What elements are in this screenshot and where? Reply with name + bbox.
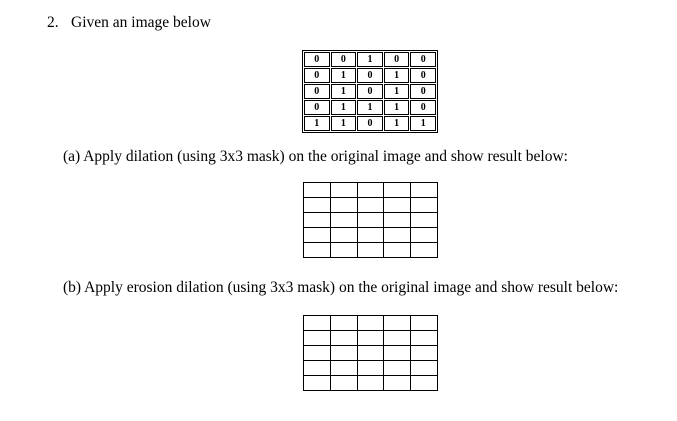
image-grid-cell: 0 xyxy=(304,84,330,99)
result-cell[interactable] xyxy=(384,243,411,258)
result-cell[interactable] xyxy=(384,316,411,331)
image-grid-cell: 0 xyxy=(410,68,436,83)
result-cell[interactable] xyxy=(330,213,357,228)
result-row xyxy=(304,198,438,213)
image-grid-cell: 0 xyxy=(384,52,410,67)
part-b-instruction: (b) Apply erosion dilation (using 3x3 mask) on the original image and show result below: xyxy=(63,279,619,296)
image-grid-cell: 0 xyxy=(304,52,330,67)
result-cell[interactable] xyxy=(384,331,411,346)
result-cell[interactable] xyxy=(330,183,357,198)
image-grid-row xyxy=(304,84,436,99)
result-cell[interactable] xyxy=(330,346,357,361)
result-cell[interactable] xyxy=(384,346,411,361)
result-cell[interactable] xyxy=(357,213,384,228)
result-cell[interactable] xyxy=(384,228,411,243)
image-grid-cell: 1 xyxy=(410,116,436,131)
image-grid-cell: 0 xyxy=(410,84,436,99)
result-cell[interactable] xyxy=(304,243,331,258)
result-cell[interactable] xyxy=(304,376,331,391)
result-cell[interactable] xyxy=(330,316,357,331)
result-cell[interactable] xyxy=(304,183,331,198)
result-row xyxy=(304,213,438,228)
image-grid-cell: 1 xyxy=(304,116,330,131)
result-cell[interactable] xyxy=(330,361,357,376)
result-cell[interactable] xyxy=(411,183,438,198)
result-cell[interactable] xyxy=(411,213,438,228)
question-line xyxy=(47,14,211,32)
image-grid-cell: 1 xyxy=(384,68,410,83)
result-row xyxy=(304,376,438,391)
image-grid-cell: 0 xyxy=(357,84,383,99)
image-grid-row xyxy=(304,52,436,67)
result-cell[interactable] xyxy=(411,376,438,391)
image-grid-cell: 1 xyxy=(384,84,410,99)
image-grid-row xyxy=(304,68,436,83)
result-cell[interactable] xyxy=(384,376,411,391)
result-cell[interactable] xyxy=(304,198,331,213)
result-row xyxy=(304,346,438,361)
image-grid-cell: 0 xyxy=(410,100,436,115)
result-cell[interactable] xyxy=(357,183,384,198)
dilation-result-grid[interactable] xyxy=(303,182,438,258)
result-cell[interactable] xyxy=(304,346,331,361)
image-grid-cell: 0 xyxy=(304,68,330,83)
image-grid-cell: 1 xyxy=(384,116,410,131)
image-grid-cell: 0 xyxy=(357,68,383,83)
result-cell[interactable] xyxy=(384,213,411,228)
result-cell[interactable] xyxy=(411,198,438,213)
result-row xyxy=(304,228,438,243)
result-row xyxy=(304,361,438,376)
result-cell[interactable] xyxy=(384,183,411,198)
result-cell[interactable] xyxy=(357,376,384,391)
result-cell[interactable] xyxy=(357,361,384,376)
result-cell[interactable] xyxy=(357,316,384,331)
result-cell[interactable] xyxy=(357,228,384,243)
result-cell[interactable] xyxy=(384,198,411,213)
result-cell[interactable] xyxy=(304,361,331,376)
result-row xyxy=(304,243,438,258)
image-grid-cell: 0 xyxy=(410,52,436,67)
erosion-result-grid[interactable] xyxy=(303,315,438,391)
result-cell[interactable] xyxy=(411,346,438,361)
result-cell[interactable] xyxy=(411,331,438,346)
result-cell[interactable] xyxy=(330,228,357,243)
result-row xyxy=(304,316,438,331)
image-grid-cell: 1 xyxy=(331,116,357,131)
image-grid-cell: 0 xyxy=(357,116,383,131)
result-cell[interactable] xyxy=(330,198,357,213)
result-cell[interactable] xyxy=(411,228,438,243)
image-grid-cell: 0 xyxy=(304,100,330,115)
image-grid-row xyxy=(304,116,436,131)
image-grid xyxy=(302,50,438,133)
result-cell[interactable] xyxy=(357,331,384,346)
result-cell[interactable] xyxy=(384,361,411,376)
image-grid-cell: 1 xyxy=(357,100,383,115)
image-grid-cell: 0 xyxy=(331,52,357,67)
result-cell[interactable] xyxy=(357,198,384,213)
question-number: 2. xyxy=(47,14,59,31)
part-a-instruction: (a) Apply dilation (using 3x3 mask) on the original image and show result below: xyxy=(63,148,568,165)
result-cell[interactable] xyxy=(330,331,357,346)
result-row xyxy=(304,183,438,198)
result-cell[interactable] xyxy=(330,243,357,258)
result-cell[interactable] xyxy=(304,331,331,346)
result-cell[interactable] xyxy=(304,316,331,331)
image-grid-cell: 1 xyxy=(331,68,357,83)
image-grid-row xyxy=(304,100,436,115)
image-grid-cell: 1 xyxy=(331,84,357,99)
image-grid-cell: 1 xyxy=(331,100,357,115)
question-prompt: Given an image below xyxy=(71,14,211,31)
result-cell[interactable] xyxy=(411,316,438,331)
result-cell[interactable] xyxy=(411,361,438,376)
result-cell[interactable] xyxy=(357,346,384,361)
image-grid-cell: 1 xyxy=(357,52,383,67)
result-cell[interactable] xyxy=(411,243,438,258)
result-row xyxy=(304,331,438,346)
result-cell[interactable] xyxy=(357,243,384,258)
result-cell[interactable] xyxy=(304,228,331,243)
image-grid-cell: 1 xyxy=(384,100,410,115)
result-cell[interactable] xyxy=(330,376,357,391)
result-cell[interactable] xyxy=(304,213,331,228)
